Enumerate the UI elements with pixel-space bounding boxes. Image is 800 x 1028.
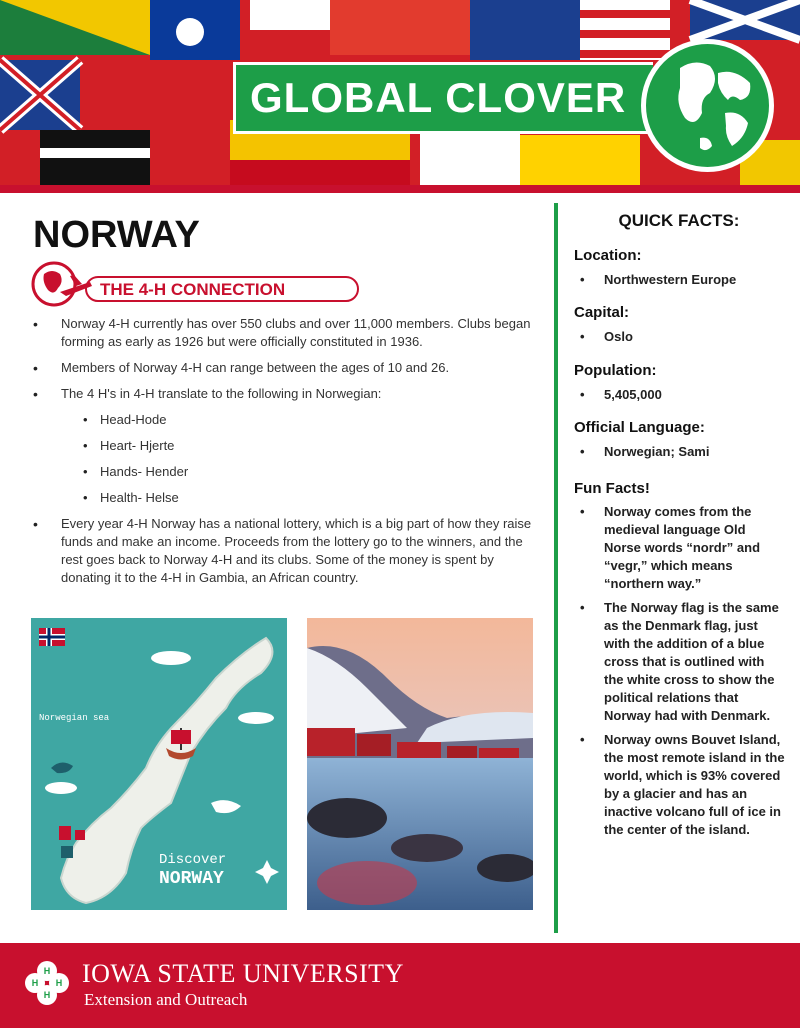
language-label: Official Language: (574, 419, 705, 436)
fact-population (574, 362, 784, 402)
page-title: GLOBAL CLOVER (250, 74, 627, 121)
norway-map-illustration (31, 618, 287, 910)
svg-text:H: H (31, 978, 39, 988)
list-item: • Every year 4-H Norway has a national lottery, which is a big part of how they raise funds and make an income. Proceeds from the lottery go to the winners, and the rest goes back to Norway 4-H and its clubs. Some of the money is spent by donating it to the 4-H in Gambia, an African country. (33, 515, 533, 587)
fun-fact-item: • Norway comes from the medieval language Old Norse words “nordr” and “vegr,” which means “northern way.” (574, 503, 786, 593)
header-banner (0, 0, 800, 185)
sub-list-item: • Health- Helse (33, 489, 533, 507)
globe-icon (640, 38, 775, 173)
population-label: Population: (574, 362, 657, 379)
fun-fact-item: • Norway owns Bouvet Island, the most remote island in the world, which is 93% covered by a glacier and has an inactive volcano full of ice in the center of the island. (574, 731, 786, 839)
sub-list-item: • Heart- Hjerte (33, 437, 533, 455)
university-unit: Extension and Outreach (84, 990, 248, 1009)
fact-location (574, 247, 784, 287)
svg-text:H: H (43, 990, 51, 1000)
country-heading: NORWAY (33, 214, 200, 256)
lofoten-photo (307, 618, 533, 910)
map-sea-label: Norwegian sea (39, 713, 110, 723)
capital-label: Capital: (574, 304, 630, 321)
svg-text:H: H (43, 966, 51, 976)
university-name: IOWA STATE UNIVERSITY (82, 959, 404, 988)
fact-capital (574, 304, 784, 344)
svg-text:H: H (55, 978, 63, 988)
connection-label: THE 4-H CONNECTION (100, 280, 286, 299)
fun-facts (574, 480, 786, 839)
list-item: • The 4 H's in 4-H translate to the following in Norwegian: (33, 385, 533, 403)
map-discover-label: Discover (159, 852, 227, 868)
location-value: • Northwestern Europe (574, 272, 784, 287)
population-value: • 5,405,000 (574, 387, 784, 402)
4h-clover-icon (24, 960, 70, 1006)
list-item: • Norway 4-H currently has over 550 clubs and over 11,000 members. Clubs began forming as early as 1926 but were officially constituted in 1936. (33, 315, 533, 351)
location-label: Location: (574, 247, 642, 264)
fact-language (574, 419, 784, 459)
globe-plane-icon (30, 260, 94, 308)
fun-facts-label: Fun Facts! (574, 480, 650, 497)
sub-list-item: • Hands- Hender (33, 463, 533, 481)
header-rule (0, 185, 800, 193)
language-value: • Norwegian; Sami (574, 444, 784, 459)
map-norway-label: NORWAY (159, 869, 224, 889)
capital-value: • Oslo (574, 329, 784, 344)
column-divider (554, 203, 558, 933)
sub-list-item: • Head-Hode (33, 411, 533, 429)
quick-facts-title: QUICK FACTS: (618, 211, 740, 230)
fun-fact-item: • The Norway flag is the same as the Denmark flag, just with the addition of a blue cross that is outlined with the white cross to show the political relations that Norway had with Denmark. (574, 599, 786, 725)
list-item: • Members of Norway 4-H can range between the ages of 10 and 26. (33, 359, 533, 377)
connection-bullets (33, 315, 533, 595)
